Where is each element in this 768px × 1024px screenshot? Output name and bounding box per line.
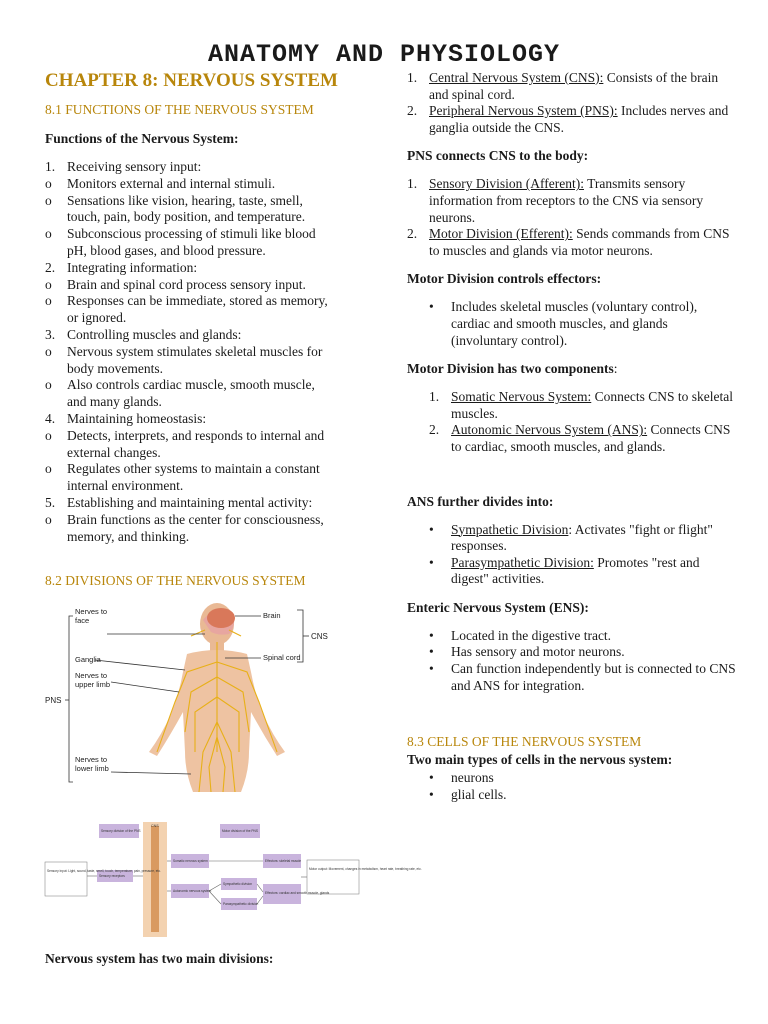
flow-motor-division: Motor division of the PNS	[222, 829, 258, 834]
line-text: Sensations like vision, hearing, taste, smell,	[67, 192, 303, 208]
function-line	[45, 209, 365, 226]
line-marker: 4.	[45, 410, 56, 426]
pns-item	[407, 226, 737, 259]
flow-cns: CNS	[151, 824, 159, 829]
bullet-marker: •	[429, 786, 434, 802]
line-text: external changes.	[67, 444, 161, 460]
list-text: neurons	[451, 770, 494, 786]
effectors-list	[407, 299, 737, 349]
list-term: Central Nervous System (CNS):	[429, 70, 604, 85]
pns-heading: PNS connects CNS to the body:	[407, 148, 589, 164]
components-heading-line	[407, 361, 737, 377]
list-description: Transmits sensory information from receptors to the CNS via sensory neurons.	[429, 176, 704, 225]
function-line	[45, 193, 365, 210]
label-cns: CNS	[311, 632, 328, 642]
list-number: 2.	[407, 226, 418, 242]
line-text: Detects, interprets, and responds to internal and	[67, 427, 325, 443]
list-number: 2.	[429, 422, 440, 438]
line-marker: o	[45, 276, 52, 292]
list-term: Sympathetic Division	[451, 521, 569, 537]
section-8-3-heading: 8.3 CELLS OF THE NERVOUS SYSTEM	[407, 734, 642, 750]
list-number: 1.	[407, 70, 418, 85]
line-text: memory, and thinking.	[67, 528, 190, 544]
label-nerves-face-1: Nerves to	[75, 607, 108, 617]
ans-item	[407, 555, 737, 588]
brain-shape	[207, 608, 235, 628]
list-text	[451, 422, 737, 455]
box-motor-output	[307, 860, 359, 894]
list-term: Sensory Division (Afferent):	[429, 176, 584, 192]
label-spinal-cord: Spinal cord	[263, 653, 301, 663]
divisions-caption: Nervous system has two main divisions:	[45, 951, 274, 967]
line-text: body movements.	[67, 360, 163, 376]
list-term: Autonomic Nervous System (ANS):	[451, 422, 648, 438]
ens-list	[407, 628, 737, 694]
line-marker: 5.	[45, 494, 56, 510]
line-text: Maintaining homeostasis:	[67, 410, 207, 426]
bullet-marker: •	[429, 627, 434, 643]
pns-item	[407, 176, 737, 226]
label-ganglia: Ganglia	[75, 655, 101, 665]
list-number: 1.	[429, 389, 440, 405]
line-text: or ignored.	[67, 310, 127, 326]
line-marker: o	[45, 377, 52, 393]
line-text: Receiving sensory input:	[67, 159, 202, 174]
components-heading: Motor Division has two components	[407, 361, 614, 377]
division-item	[407, 70, 737, 103]
list-text	[429, 103, 737, 136]
list-term: Parasympathetic Division:	[451, 554, 594, 570]
line-text: Also controls cardiac muscle, smooth muscle,	[67, 377, 315, 393]
function-line	[45, 310, 365, 327]
list-number: 1.	[407, 176, 418, 192]
section-8-2-heading: 8.2 DIVISIONS OF THE NERVOUS SYSTEM	[45, 573, 306, 589]
function-line	[45, 176, 365, 193]
line-text: Establishing and maintaining mental activity:	[67, 494, 313, 510]
flow-sensory-division: Sensory division of the PNS	[101, 829, 141, 834]
list-text	[429, 70, 737, 103]
list-number: 2.	[407, 103, 418, 119]
function-line	[45, 260, 365, 277]
list-term: Peripheral Nervous System (PNS):	[429, 103, 618, 119]
section-8-1-heading: 8.1 FUNCTIONS OF THE NERVOUS SYSTEM	[45, 102, 314, 117]
line-marker: o	[45, 511, 52, 527]
nervous-system-body-figure	[45, 602, 365, 792]
left-column	[45, 70, 422, 967]
line-marker: o	[45, 343, 52, 359]
ans-list	[407, 522, 737, 588]
cells-subheading: Two main types of cells in the nervous system:	[407, 752, 673, 768]
list-description: Sends commands from CNS to muscles and glands via motor neurons.	[429, 226, 730, 258]
bullet-marker: •	[429, 299, 434, 315]
function-line	[45, 277, 365, 294]
effectors-heading: Motor Division controls effectors:	[407, 271, 602, 287]
bullet-marker: •	[429, 644, 434, 660]
function-line	[45, 428, 365, 445]
line-text: internal environment.	[67, 478, 184, 494]
line-text: Brain functions as the center for consciousness,	[67, 511, 324, 527]
chapter-heading: CHAPTER 8: NERVOUS SYSTEM	[45, 70, 338, 91]
function-line	[45, 377, 365, 394]
cell-type-item	[407, 770, 737, 787]
right-column	[407, 70, 737, 803]
list-description: Includes nerves and ganglia outside the CNS.	[429, 103, 729, 135]
function-line	[45, 394, 365, 411]
components-list	[407, 389, 737, 455]
box-sensory-input	[45, 862, 87, 896]
function-line	[45, 478, 365, 495]
flow-boxes	[45, 822, 359, 937]
function-line	[45, 461, 365, 478]
list-term: Somatic Nervous System:	[451, 389, 592, 405]
line-marker: o	[45, 461, 52, 477]
function-line	[45, 293, 365, 310]
line-marker	[45, 209, 67, 226]
function-line	[45, 226, 365, 243]
list-text	[451, 389, 737, 422]
line-text: touch, pain, body position, and temperature.	[67, 209, 306, 225]
flow-motor-output: Motor output: Movement, changes in metabolism, heart rate, breathing rate, etc.	[309, 867, 422, 872]
line-text: pH, blood gases, and blood pressure.	[67, 242, 266, 258]
label-pns: PNS	[45, 696, 62, 706]
line-marker: o	[45, 427, 52, 443]
list-text: Has sensory and motor neurons.	[451, 644, 625, 660]
list-description: Connects CNS to skeletal muscles.	[451, 389, 733, 421]
list-text: glial cells.	[451, 786, 507, 802]
ens-item	[407, 628, 737, 645]
line-text: Monitors external and internal stimuli.	[67, 175, 276, 191]
line-marker: o	[45, 293, 52, 309]
flow-effectors-other: Effectors: cardiac and smooth muscle, glands	[265, 891, 330, 896]
components-colon: :	[613, 361, 618, 377]
line-marker	[45, 310, 67, 327]
line-text: Regulates other systems to maintain a constant	[67, 461, 320, 477]
function-line	[45, 344, 365, 361]
division-item	[407, 103, 737, 136]
flow-sympathetic: Sympathetic division	[223, 882, 253, 887]
functions-subheading: Functions of the Nervous System:	[45, 131, 239, 146]
line-marker	[45, 361, 67, 378]
ens-item	[407, 644, 737, 661]
line-text: Controlling muscles and glands:	[67, 326, 242, 342]
ans-item	[407, 522, 737, 555]
cells-list	[407, 770, 737, 803]
line-marker	[45, 243, 67, 260]
line-text: and many glands.	[67, 394, 162, 410]
cell-type-item	[407, 787, 737, 804]
line-text: Brain and spinal cord process sensory input.	[67, 276, 306, 292]
effector-item	[407, 299, 737, 349]
bullet-marker: •	[429, 770, 434, 786]
label-nerves-face-2: face	[75, 616, 90, 626]
list-text: Can function independently but is connected to CNS and ANS for integration.	[451, 661, 736, 693]
line-marker	[45, 445, 67, 462]
flow-sensory-receptors: Sensory receptors	[99, 874, 125, 879]
line-marker: 1.	[45, 159, 56, 174]
function-line	[45, 495, 365, 512]
function-line	[45, 445, 365, 462]
list-description: Connects CNS to cardiac, smooth muscles, and glands.	[451, 422, 731, 454]
line-text: Nervous system stimulates skeletal muscles for	[67, 343, 323, 359]
bullet-marker: •	[429, 521, 434, 537]
function-line	[45, 159, 365, 176]
line-marker	[45, 529, 67, 546]
line-marker: o	[45, 175, 52, 191]
line-marker: o	[45, 226, 52, 242]
label-brain: Brain	[263, 611, 281, 621]
label-nerves-upper-1: Nerves to	[75, 671, 108, 681]
list-description: : Activates "fight or flight" responses.	[451, 521, 713, 554]
line-marker	[45, 394, 67, 411]
line-text: Integrating information:	[67, 259, 198, 275]
list-text	[429, 226, 737, 259]
cns-pns-list	[407, 70, 737, 136]
ens-item	[407, 661, 737, 694]
list-text	[451, 555, 737, 588]
label-nerves-lower-1: Nerves to	[75, 755, 108, 765]
list-text	[451, 522, 737, 555]
flow-somatic: Somatic nervous system	[173, 859, 208, 864]
pns-list	[407, 176, 737, 259]
component-item	[429, 422, 737, 455]
divisions-flow-figure	[45, 822, 422, 937]
page-title: ANATOMY AND PHYSIOLOGY	[207, 40, 561, 69]
line-text: Subconscious processing of stimuli like blood	[67, 226, 316, 242]
ens-heading: Enteric Nervous System (ENS):	[407, 599, 589, 615]
label-nerves-lower-2: lower limb	[75, 764, 109, 774]
line-marker: 3.	[45, 326, 56, 342]
ans-heading: ANS further divides into:	[407, 493, 554, 509]
component-item	[429, 389, 737, 422]
function-line	[45, 243, 365, 260]
flow-sensory-input: Sensory input: Light, sound, taste, smell, touch, temperature, pain, pressure, etc.	[47, 869, 161, 874]
function-line	[45, 327, 365, 344]
bullet-marker: •	[429, 554, 434, 570]
flow-parasympathetic: Parasympathetic division	[223, 902, 259, 907]
function-line	[45, 361, 365, 378]
list-term: Motor Division (Efferent):	[429, 226, 573, 242]
list-text: Includes skeletal muscles (voluntary control), cardiac and smooth muscles, and glands (involuntary control).	[451, 299, 698, 348]
function-line	[45, 512, 365, 529]
functions-list	[45, 159, 365, 545]
line-marker	[45, 478, 67, 495]
spinal-cord-shape	[151, 826, 159, 932]
line-marker: 2.	[45, 259, 56, 275]
list-description: Consists of the brain and spinal cord.	[429, 70, 719, 102]
function-line	[45, 529, 365, 546]
list-text	[429, 176, 737, 226]
line-text: Responses can be immediate, stored as memory,	[67, 293, 328, 309]
flow-effectors-skeletal: Effectors: skeletal muscle	[265, 859, 302, 864]
list-text: Located in the digestive tract.	[451, 627, 612, 643]
label-nerves-upper-2: upper limb	[75, 680, 111, 690]
bullet-marker: •	[429, 661, 434, 677]
flow-autonomic: Autonomic nervous system	[173, 889, 212, 894]
line-marker: o	[45, 192, 52, 208]
list-description: Promotes "rest and digest" activities.	[451, 554, 700, 587]
function-line	[45, 411, 365, 428]
